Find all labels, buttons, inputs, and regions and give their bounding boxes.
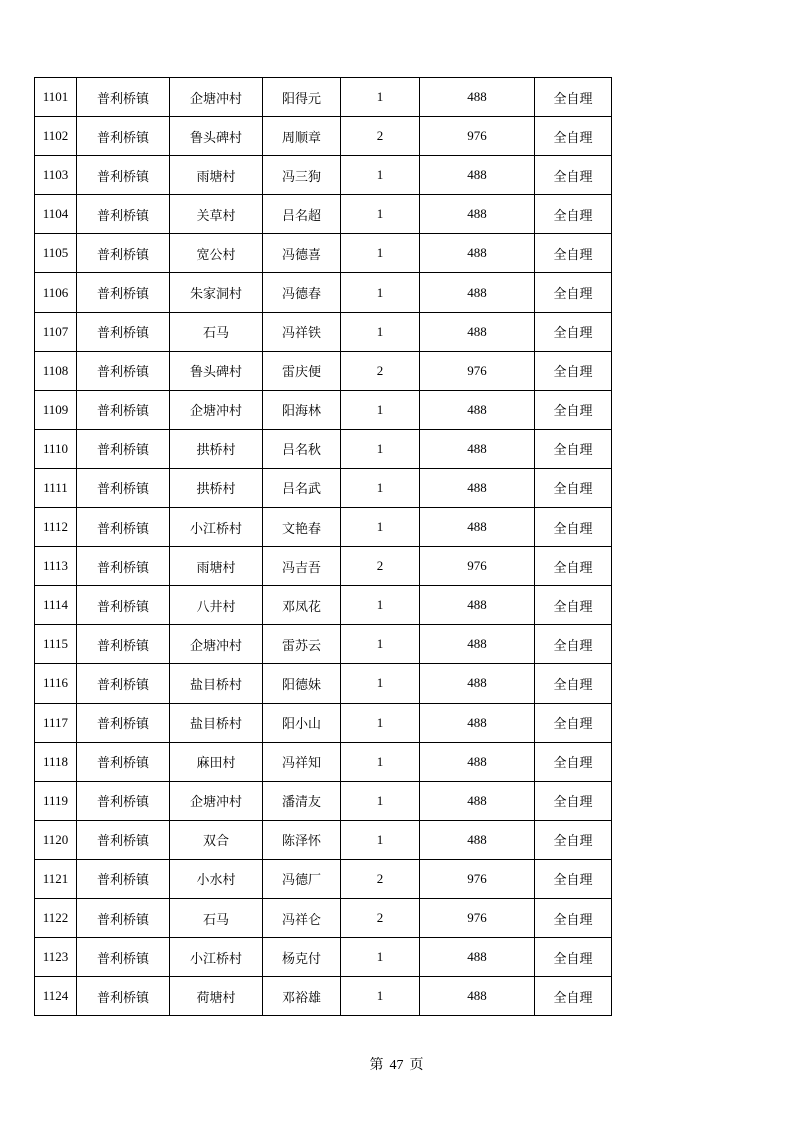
amount-cell: 488 [420,312,535,351]
village-cell: 拱桥村 [170,429,263,468]
row-number: 1117 [35,703,77,742]
count-cell: 1 [341,273,420,312]
category-cell: 全自理 [535,977,612,1016]
village-cell: 石马 [170,312,263,351]
village-cell: 盐目桥村 [170,703,263,742]
count-cell: 1 [341,938,420,977]
village-cell: 小江桥村 [170,938,263,977]
category-cell: 全自理 [535,859,612,898]
amount-cell: 488 [420,156,535,195]
count-cell: 1 [341,742,420,781]
page-label-prefix: 第 [369,1057,384,1073]
town-cell: 普利桥镇 [77,78,170,117]
town-cell: 普利桥镇 [77,898,170,937]
table-row [35,468,612,507]
person-name-cell: 阳海林 [263,390,341,429]
person-name-cell: 冯德春 [263,273,341,312]
category-cell: 全自理 [535,117,612,156]
table-row [35,781,612,820]
amount-cell: 488 [420,195,535,234]
row-number: 1106 [35,273,77,312]
town-cell: 普利桥镇 [77,117,170,156]
roster-table [34,77,612,1016]
table-row [35,703,612,742]
village-cell: 雨塘村 [170,547,263,586]
row-number: 1110 [35,429,77,468]
person-name-cell: 杨克付 [263,938,341,977]
table-row [35,820,612,859]
table-row [35,195,612,234]
town-cell: 普利桥镇 [77,234,170,273]
town-cell: 普利桥镇 [77,351,170,390]
village-cell: 麻田村 [170,742,263,781]
village-cell: 八井村 [170,586,263,625]
row-number: 1121 [35,859,77,898]
person-name-cell: 雷苏云 [263,625,341,664]
amount-cell: 488 [420,938,535,977]
village-cell: 企塘冲村 [170,625,263,664]
table-row [35,508,612,547]
person-name-cell: 冯祥仑 [263,898,341,937]
village-cell: 企塘冲村 [170,781,263,820]
row-number: 1103 [35,156,77,195]
town-cell: 普利桥镇 [77,508,170,547]
amount-cell: 488 [420,703,535,742]
category-cell: 全自理 [535,586,612,625]
town-cell: 普利桥镇 [77,390,170,429]
table-row [35,429,612,468]
village-cell: 雨塘村 [170,156,263,195]
table-row [35,234,612,273]
row-number: 1118 [35,742,77,781]
table-row [35,547,612,586]
amount-cell: 976 [420,547,535,586]
row-number: 1107 [35,312,77,351]
town-cell: 普利桥镇 [77,664,170,703]
count-cell: 1 [341,664,420,703]
person-name-cell: 吕名秋 [263,429,341,468]
table-row [35,78,612,117]
amount-cell: 488 [420,742,535,781]
category-cell: 全自理 [535,312,612,351]
amount-cell: 976 [420,117,535,156]
amount-cell: 488 [420,625,535,664]
category-cell: 全自理 [535,898,612,937]
count-cell: 1 [341,703,420,742]
person-name-cell: 冯吉吾 [263,547,341,586]
town-cell: 普利桥镇 [77,468,170,507]
count-cell: 2 [341,547,420,586]
person-name-cell: 邓凤花 [263,586,341,625]
village-cell: 企塘冲村 [170,390,263,429]
table-row [35,273,612,312]
table-row [35,625,612,664]
table-row [35,664,612,703]
amount-cell: 488 [420,429,535,468]
town-cell: 普利桥镇 [77,977,170,1016]
category-cell: 全自理 [535,703,612,742]
village-cell: 鲁头碑村 [170,117,263,156]
person-name-cell: 阳德妹 [263,664,341,703]
category-cell: 全自理 [535,547,612,586]
village-cell: 拱桥村 [170,468,263,507]
category-cell: 全自理 [535,820,612,859]
table-row [35,117,612,156]
table-row [35,859,612,898]
category-cell: 全自理 [535,429,612,468]
person-name-cell: 周顺章 [263,117,341,156]
count-cell: 1 [341,390,420,429]
category-cell: 全自理 [535,625,612,664]
count-cell: 1 [341,820,420,859]
count-cell: 1 [341,156,420,195]
village-cell: 关草村 [170,195,263,234]
village-cell: 荷塘村 [170,977,263,1016]
row-number: 1120 [35,820,77,859]
count-cell: 1 [341,508,420,547]
row-number: 1115 [35,625,77,664]
count-cell: 1 [341,468,420,507]
count-cell: 1 [341,586,420,625]
category-cell: 全自理 [535,273,612,312]
village-cell: 小水村 [170,859,263,898]
page-number: 47 [389,1058,404,1073]
row-number: 1104 [35,195,77,234]
village-cell: 宽公村 [170,234,263,273]
page-footer [0,1054,793,1074]
category-cell: 全自理 [535,664,612,703]
amount-cell: 976 [420,351,535,390]
roster-sheet [34,77,611,1016]
town-cell: 普利桥镇 [77,156,170,195]
amount-cell: 488 [420,390,535,429]
table-row [35,312,612,351]
village-cell: 鲁头碑村 [170,351,263,390]
person-name-cell: 雷庆便 [263,351,341,390]
person-name-cell: 邓裕雄 [263,977,341,1016]
table-row [35,156,612,195]
count-cell: 1 [341,977,420,1016]
count-cell: 1 [341,78,420,117]
town-cell: 普利桥镇 [77,195,170,234]
town-cell: 普利桥镇 [77,781,170,820]
person-name-cell: 陈泽怀 [263,820,341,859]
row-number: 1109 [35,390,77,429]
person-name-cell: 吕名武 [263,468,341,507]
amount-cell: 488 [420,977,535,1016]
amount-cell: 488 [420,664,535,703]
table-row [35,586,612,625]
town-cell: 普利桥镇 [77,820,170,859]
row-number: 1123 [35,938,77,977]
person-name-cell: 冯祥知 [263,742,341,781]
town-cell: 普利桥镇 [77,625,170,664]
town-cell: 普利桥镇 [77,859,170,898]
village-cell: 小江桥村 [170,508,263,547]
village-cell: 盐目桥村 [170,664,263,703]
count-cell: 1 [341,312,420,351]
person-name-cell: 冯祥铁 [263,312,341,351]
person-name-cell: 文艳春 [263,508,341,547]
person-name-cell: 吕名超 [263,195,341,234]
page-label-suffix: 页 [409,1057,424,1073]
row-number: 1112 [35,508,77,547]
category-cell: 全自理 [535,351,612,390]
amount-cell: 488 [420,468,535,507]
count-cell: 1 [341,625,420,664]
table-row [35,742,612,781]
town-cell: 普利桥镇 [77,742,170,781]
amount-cell: 488 [420,586,535,625]
row-number: 1116 [35,664,77,703]
category-cell: 全自理 [535,508,612,547]
town-cell: 普利桥镇 [77,703,170,742]
row-number: 1114 [35,586,77,625]
town-cell: 普利桥镇 [77,547,170,586]
person-name-cell: 冯三狗 [263,156,341,195]
person-name-cell: 冯德厂 [263,859,341,898]
amount-cell: 488 [420,234,535,273]
category-cell: 全自理 [535,938,612,977]
row-number: 1101 [35,78,77,117]
town-cell: 普利桥镇 [77,586,170,625]
count-cell: 1 [341,781,420,820]
amount-cell: 488 [420,273,535,312]
amount-cell: 488 [420,781,535,820]
table-row [35,898,612,937]
person-name-cell: 阳得元 [263,78,341,117]
row-number: 1111 [35,468,77,507]
category-cell: 全自理 [535,195,612,234]
category-cell: 全自理 [535,156,612,195]
category-cell: 全自理 [535,390,612,429]
row-number: 1122 [35,898,77,937]
count-cell: 1 [341,429,420,468]
amount-cell: 488 [420,78,535,117]
count-cell: 2 [341,351,420,390]
amount-cell: 976 [420,898,535,937]
row-number: 1124 [35,977,77,1016]
row-number: 1105 [35,234,77,273]
category-cell: 全自理 [535,781,612,820]
count-cell: 2 [341,859,420,898]
row-number: 1113 [35,547,77,586]
amount-cell: 488 [420,508,535,547]
village-cell: 双合 [170,820,263,859]
village-cell: 企塘冲村 [170,78,263,117]
category-cell: 全自理 [535,468,612,507]
amount-cell: 488 [420,820,535,859]
town-cell: 普利桥镇 [77,273,170,312]
amount-cell: 976 [420,859,535,898]
village-cell: 朱家洞村 [170,273,263,312]
town-cell: 普利桥镇 [77,938,170,977]
town-cell: 普利桥镇 [77,429,170,468]
person-name-cell: 潘清友 [263,781,341,820]
table-row [35,351,612,390]
row-number: 1119 [35,781,77,820]
count-cell: 1 [341,234,420,273]
category-cell: 全自理 [535,78,612,117]
row-number: 1108 [35,351,77,390]
town-cell: 普利桥镇 [77,312,170,351]
category-cell: 全自理 [535,742,612,781]
count-cell: 2 [341,898,420,937]
village-cell: 石马 [170,898,263,937]
table-row [35,938,612,977]
count-cell: 1 [341,195,420,234]
count-cell: 2 [341,117,420,156]
roster-body [35,78,612,1016]
person-name-cell: 冯德喜 [263,234,341,273]
row-number: 1102 [35,117,77,156]
table-row [35,390,612,429]
person-name-cell: 阳小山 [263,703,341,742]
table-row [35,977,612,1016]
category-cell: 全自理 [535,234,612,273]
